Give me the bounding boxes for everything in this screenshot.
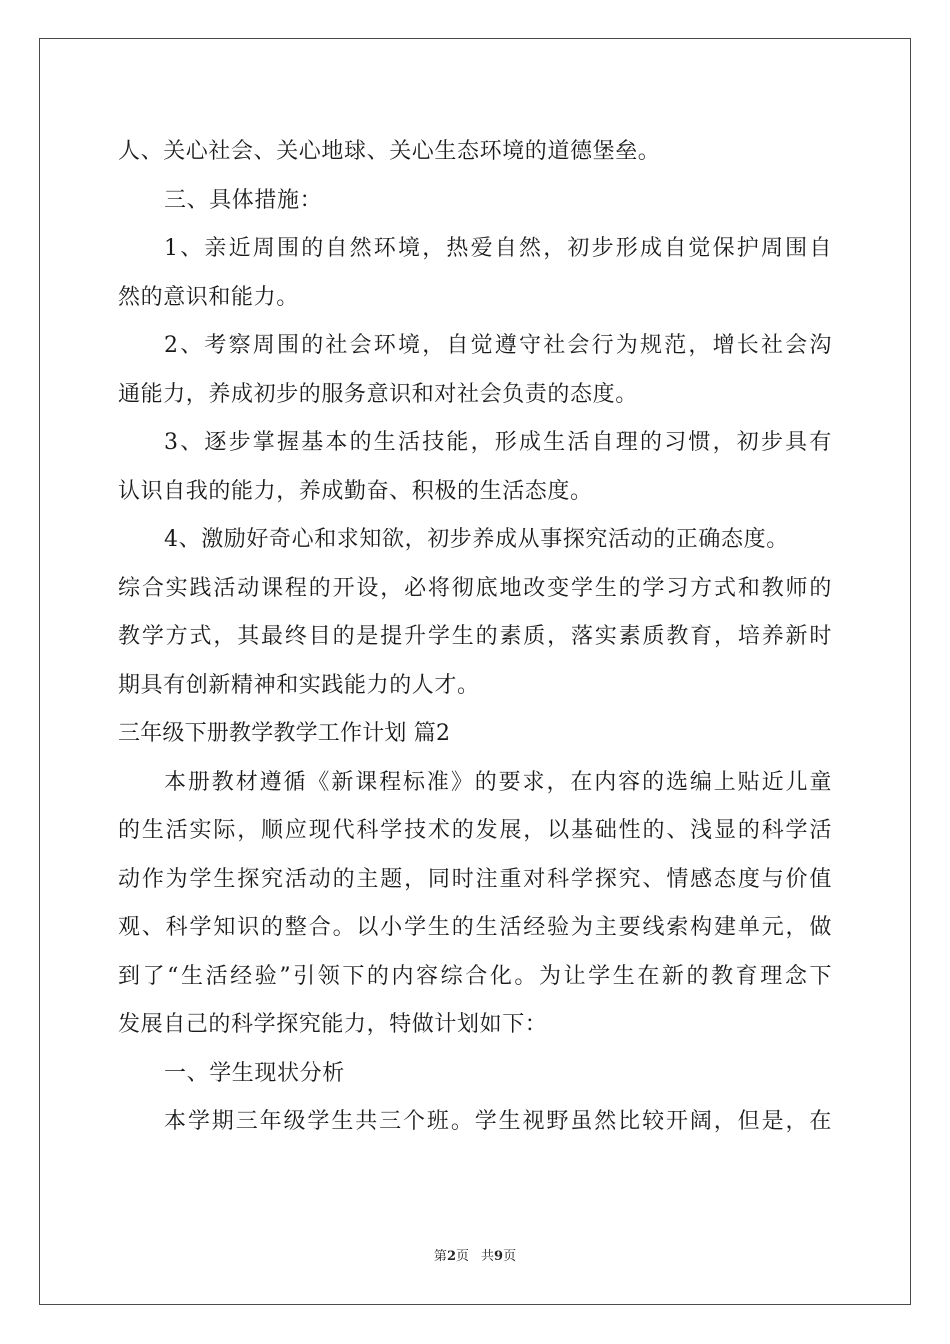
text-line: 的生活实际，顺应现代科学技术的发展，以基础性的、浅显的科学活 xyxy=(118,818,832,843)
footer-page-number: 2 xyxy=(446,1249,456,1264)
text-line: 3、逐步掌握基本的生活技能，形成生活自理的习惯，初步具有 xyxy=(164,430,832,455)
footer-page-suffix: 页 xyxy=(455,1249,469,1264)
text-line: 观、科学知识的整合。以小学生的生活经验为主要线索构建单元，做 xyxy=(118,915,832,940)
page-footer xyxy=(0,1245,950,1264)
text-line: 人、关心社会、关心地球、关心生态环境的道德堡垒。 xyxy=(118,139,661,164)
text-line: 本册教材遵循《新课程标准》的要求，在内容的选编上贴近儿童 xyxy=(164,769,832,795)
text-line: 综合实践活动课程的开设，必将彻底地改变学生的学习方式和教师的 xyxy=(118,575,832,601)
text-line: 到了“生活经验”引领下的内容综合化。为让学生在新的教育理念下 xyxy=(118,963,832,989)
article-heading: 三年级下册教学教学工作计划 篇2 xyxy=(118,721,451,746)
text-line: 认识自我的能力，养成勤奋、积极的生活态度。 xyxy=(118,478,593,504)
footer-prefix: 第 xyxy=(433,1249,447,1264)
text-line: 通能力，养成初步的服务意识和对社会负责的态度。 xyxy=(118,381,638,407)
document-body xyxy=(118,128,832,1147)
text-line: 期具有创新精神和实践能力的人才。 xyxy=(118,672,480,698)
text-line: 动作为学生探究活动的主题，同时注重对科学探究、情感态度与价值 xyxy=(118,866,832,892)
text-line: 4、激励好奇心和求知欲，初步养成从事探究活动的正确态度。 xyxy=(164,527,789,552)
section-heading: 一、学生现状分析 xyxy=(164,1060,345,1086)
text-line: 发展自己的科学探究能力，特做计划如下： xyxy=(118,1012,548,1037)
text-line: 然的意识和能力。 xyxy=(118,284,299,310)
footer-total-prefix: 共 xyxy=(481,1249,495,1264)
text-line: 1、亲近周围的自然环境，热爱自然，初步形成自觉保护周围自 xyxy=(164,236,832,261)
footer-total-suffix: 页 xyxy=(503,1249,517,1264)
text-line: 教学方式，其最终目的是提升学生的素质，落实素质教育，培养新时 xyxy=(118,624,832,649)
footer-total-pages: 9 xyxy=(494,1249,504,1264)
section-heading: 三、具体措施： xyxy=(164,187,323,213)
text-line: 本学期三年级学生共三个班。学生视野虽然比较开阔，但是，在 xyxy=(164,1109,832,1134)
text-line: 2、考察周围的社会环境，自觉遵守社会行为规范，增长社会沟 xyxy=(164,333,832,358)
